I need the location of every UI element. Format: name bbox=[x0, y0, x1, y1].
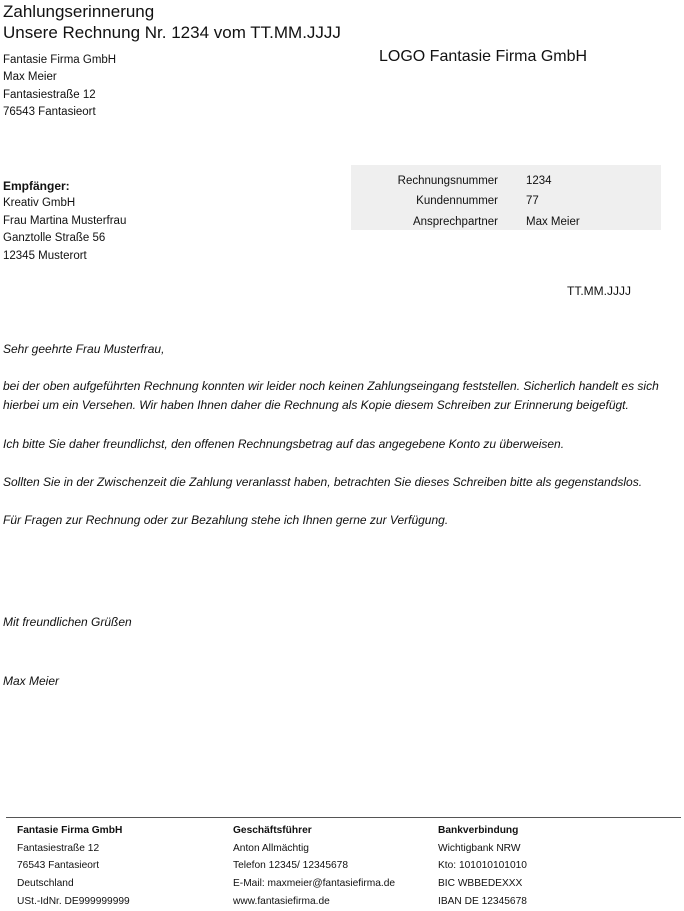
sender-company: Fantasie Firma GmbH bbox=[3, 54, 117, 66]
footer-management-heading: Geschäftsführer bbox=[233, 825, 312, 836]
document-title: Zahlungserinnerung bbox=[3, 2, 155, 21]
info-label: Rechnungsnummer bbox=[397, 175, 498, 187]
body-paragraph: Für Fragen zur Rechnung oder zur Bezahlung stehe ich Ihnen gerne zur Verfügung. bbox=[3, 513, 449, 528]
body-paragraph: bei der oben aufgeführten Rechnung konnten wir leider noch keinen Zahlungseingang feststellen. Sicherlich handelt es sich hierbei um ein Versehen. Wir haben Ihnen daher die Rechnung als Kopie diesem Schreiben zur Erinnerung beigefügt. bbox=[3, 379, 659, 413]
sender-city: 76543 Fantasieort bbox=[3, 106, 96, 119]
info-row-contact-person bbox=[351, 212, 661, 232]
footer-line: USt.-IdNr. DE999999999 bbox=[17, 895, 130, 907]
recipient-street: Ganztolle Straße 56 bbox=[3, 232, 106, 245]
footer-line: Deutschland bbox=[17, 878, 74, 890]
footer-line: BIC WBBEDEXXX bbox=[438, 878, 523, 890]
footer-divider bbox=[6, 817, 681, 818]
footer-line: Wichtigbank NRW bbox=[438, 842, 521, 854]
footer-management bbox=[233, 822, 395, 911]
invoice-info-box bbox=[351, 165, 661, 230]
sender-person: Max Meier bbox=[3, 71, 57, 84]
footer-line: Kto: 101010101010 bbox=[438, 860, 527, 872]
recipient-person: Frau Martina Musterfrau bbox=[3, 214, 127, 227]
letter-date: TT.MM.JJJJ bbox=[567, 284, 631, 298]
info-value: 77 bbox=[526, 195, 539, 207]
footer-company-heading: Fantasie Firma GmbH bbox=[17, 825, 123, 836]
closing: Mit freundlichen Grüßen bbox=[3, 615, 132, 629]
info-label: Kundennummer bbox=[416, 195, 498, 207]
footer-email[interactable]: E-Mail: maxmeier@fantasiefirma.de bbox=[233, 878, 396, 890]
footer-line: Fantasiestraße 12 bbox=[17, 842, 100, 854]
footer-line: Telefon 12345/ 12345678 bbox=[233, 860, 348, 872]
info-label: Ansprechpartner bbox=[412, 216, 498, 228]
company-logo: LOGO Fantasie Firma GmbH bbox=[379, 48, 588, 65]
footer-line: IBAN DE 12345678 bbox=[438, 895, 527, 907]
info-value: 1234 bbox=[526, 175, 552, 187]
signature: Max Meier bbox=[3, 674, 60, 688]
footer-line: 76543 Fantasieort bbox=[17, 860, 100, 872]
footer-website[interactable]: www.fantasiefirma.de bbox=[233, 895, 330, 907]
info-row-customer-number bbox=[351, 191, 661, 211]
sender-street: Fantasiestraße 12 bbox=[3, 88, 96, 101]
footer-bank-heading: Bankverbindung bbox=[438, 825, 519, 836]
recipient-city: 12345 Musterort bbox=[3, 249, 87, 262]
recipient-address bbox=[3, 178, 126, 265]
body-paragraph: Sollten Sie in der Zwischenzeit die Zahlung veranlasst haben, betrachten Sie dieses Schreiben bitte als gegenstandslos. bbox=[3, 474, 643, 489]
letter-body bbox=[3, 340, 673, 549]
document-subtitle: Unsere Rechnung Nr. 1234 vom TT.MM.JJJJ bbox=[3, 23, 341, 42]
body-paragraph: Ich bitte Sie daher freundlichst, den offenen Rechnungsbetrag auf das angegebene Konto zu überweisen. bbox=[3, 436, 565, 451]
salutation: Sehr geehrte Frau Musterfrau, bbox=[3, 342, 165, 356]
recipient-heading: Empfänger: bbox=[3, 179, 70, 193]
info-value: Max Meier bbox=[526, 216, 580, 228]
recipient-company: Kreativ GmbH bbox=[3, 197, 76, 210]
footer-line: Anton Allmächtig bbox=[233, 842, 309, 854]
sender-address bbox=[3, 52, 116, 122]
footer-bank bbox=[438, 822, 527, 911]
info-row-invoice-number bbox=[351, 171, 661, 191]
footer-company bbox=[17, 822, 130, 911]
